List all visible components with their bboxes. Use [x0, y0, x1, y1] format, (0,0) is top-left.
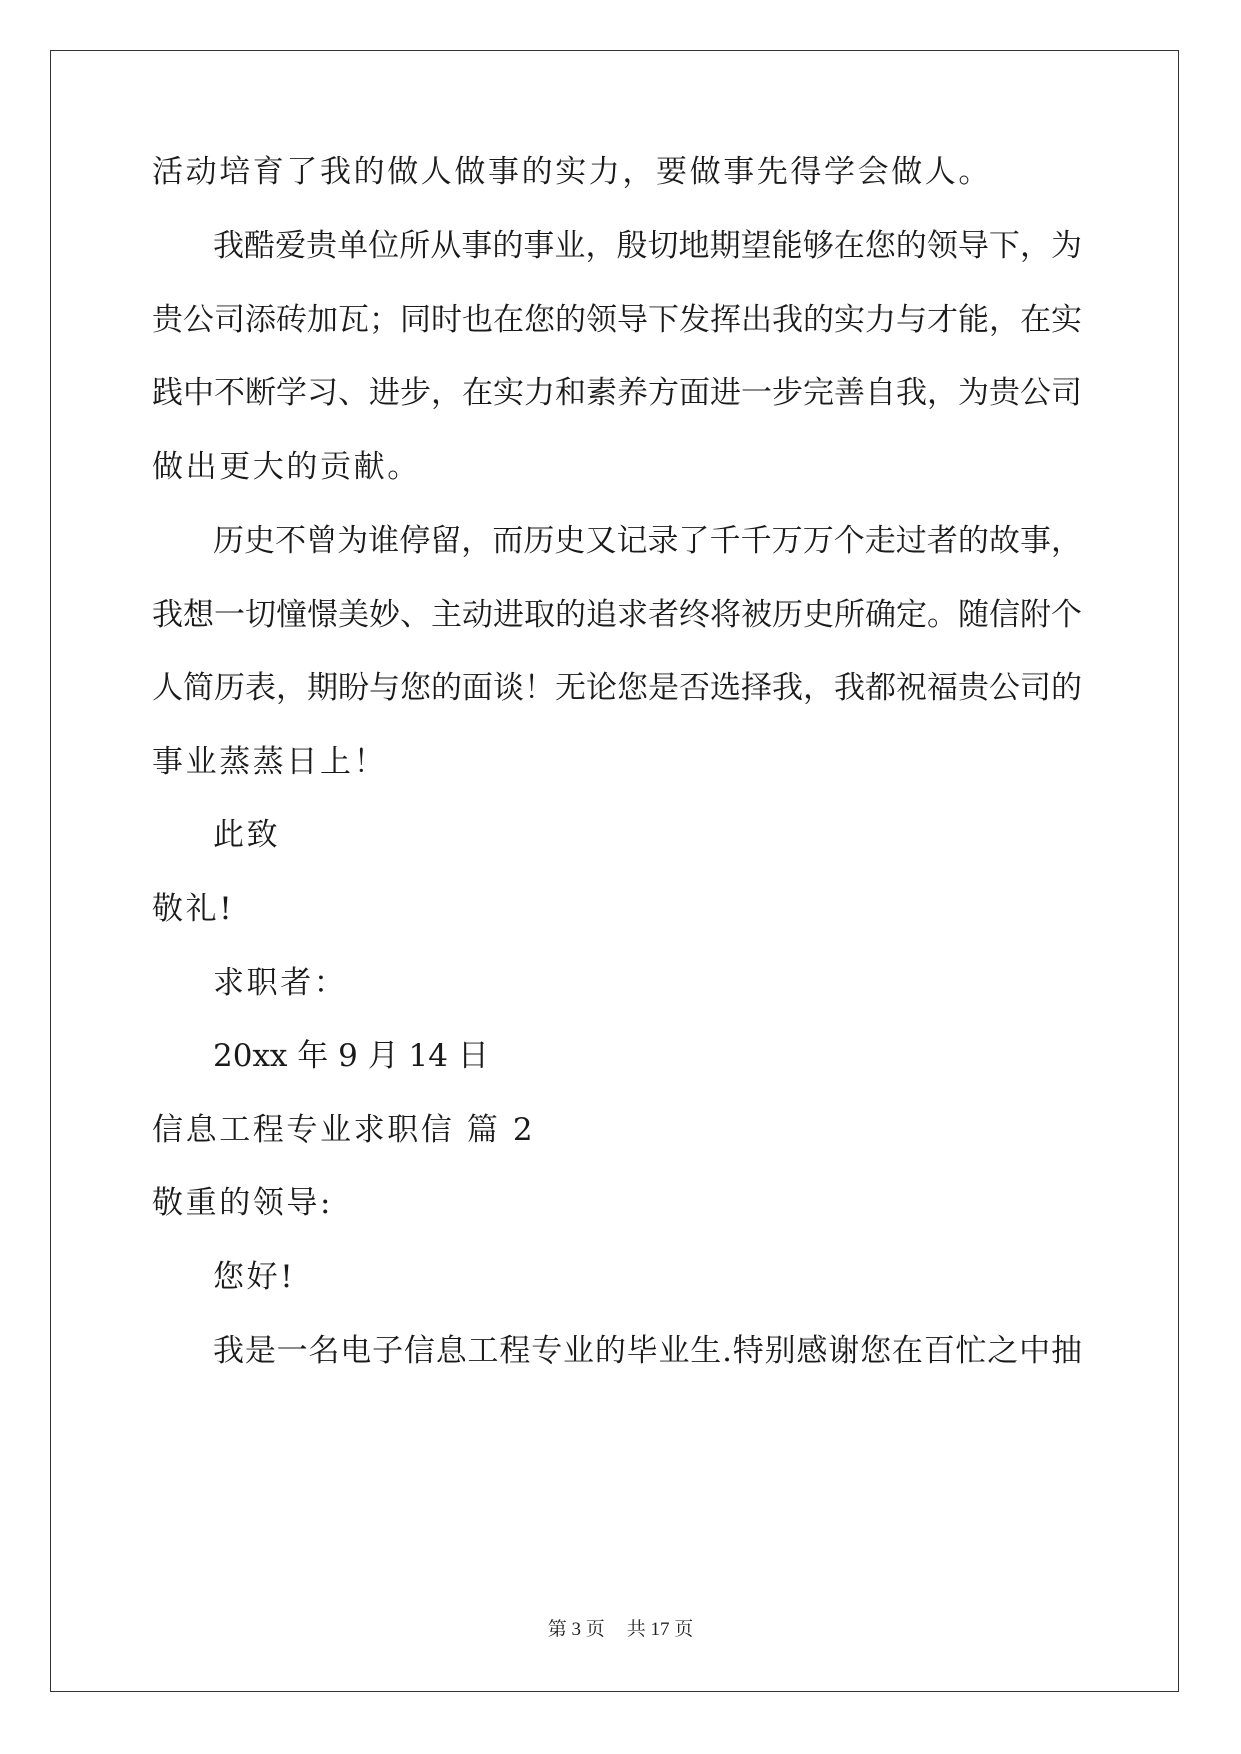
text-line-4: 践中不断学习、进步，在实力和素养方面进一步完善自我，为贵公司: [152, 375, 1082, 411]
greeting-recipient: 敬重的领导:: [152, 1185, 334, 1221]
text-line-2: 我酷爱贵单位所从事的事业，殷切地期望能够在您的领导下，为: [213, 228, 1082, 264]
text-line-5: 做出更大的贡献。: [152, 449, 421, 485]
text-line-3: 贵公司添砖加瓦；同时也在您的领导下发挥出我的实力与才能，在实: [152, 302, 1082, 338]
text-line-17: 我是一名电子信息工程专业的毕业生.特别感谢您在百忙之中抽: [213, 1333, 1082, 1369]
page-total: 共 17 页: [626, 1619, 694, 1640]
date-line: 20xx 年 9 月 14 日: [213, 1038, 489, 1074]
text-line-7: 我想一切憧憬美妙、主动进取的追求者终将被历史所确定。随信附个: [152, 597, 1082, 633]
closing-salutation: 此致: [213, 817, 281, 853]
page-border: [50, 50, 1179, 1692]
text-line-6: 历史不曾为谁停留，而历史又记录了千千万万个走过者的故事，: [213, 523, 1082, 559]
closing-regards: 敬礼!: [152, 891, 235, 927]
text-line-8: 人简历表，期盼与您的面谈！无论您是否选择我，我都祝福贵公司的: [152, 670, 1082, 706]
text-line-1: 活动培育了我的做人做事的实力，要做事先得学会做人。: [152, 154, 992, 190]
signature-label: 求职者：: [213, 965, 348, 1001]
text-line-9: 事业蒸蒸日上！: [152, 744, 388, 780]
greeting: 您好!: [213, 1259, 296, 1295]
page-number: 第 3 页: [547, 1619, 605, 1640]
page-footer: [0, 1618, 1241, 1642]
section-heading: 信息工程专业求职信 篇 2: [152, 1112, 536, 1148]
